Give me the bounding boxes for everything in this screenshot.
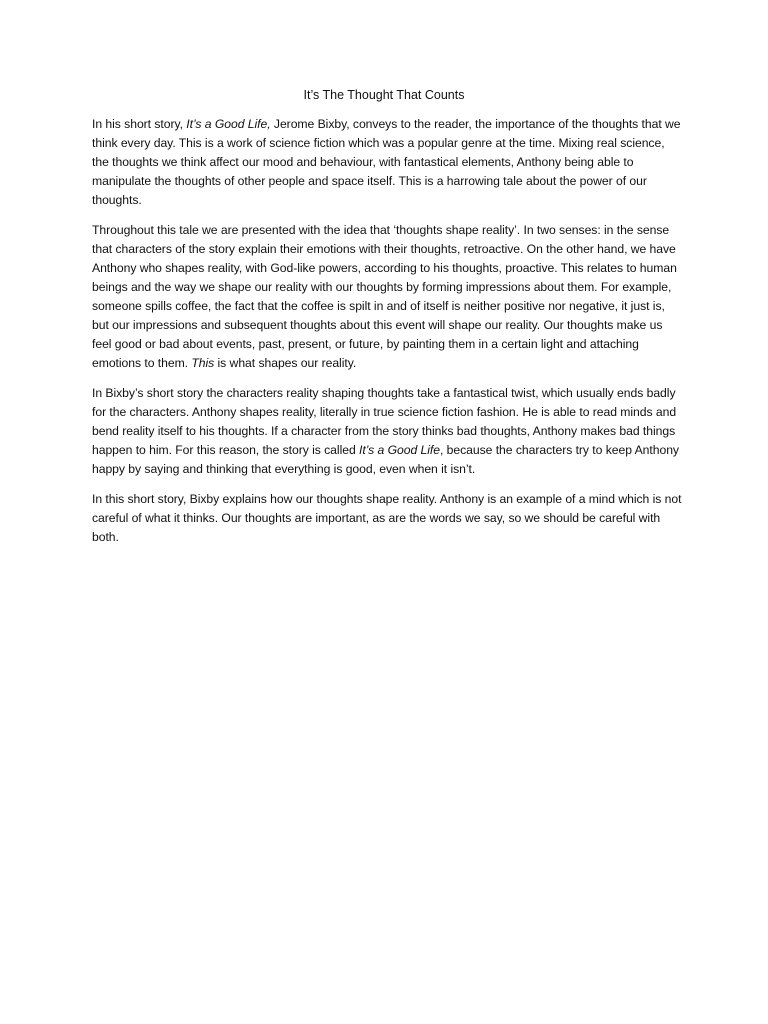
document-body [92, 115, 684, 558]
paragraph-2 [92, 221, 684, 373]
paragraph-2-italic-this: This [191, 356, 215, 370]
paragraph-4 [92, 490, 684, 547]
paragraph-2-text-2: is what shapes our reality. [214, 356, 357, 370]
paragraph-2-text-1: Throughout this tale we are presented with the idea that ‘thoughts shape reality’. In two senses: in the sense that characters of the story explain their emotions with their thoughts, retroactive. On the other hand, we have Anthony who shapes reality, with God-like powers, according to his thoughts, proactive. This relates to human beings and the way we shape our reality with our thoughts by forming impressions about them. For example, someone spills coffee, the fact that the coffee is spilt in and of itself is neither positive nor negative, it just is, but our impressions and subsequent thoughts about this event will shape our reality. Our thoughts make us feel good or bad about events, past, present, or future, by painting them in a certain light and attaching emotions to them. [92, 223, 677, 370]
paragraph-1-text-1: In his short story, [92, 117, 187, 131]
paragraph-3-text-1: In Bixby’s short story the characters reality shaping thoughts take a fantastical twist, which usually ends badly for the characters. Anthony shapes reality, literally in true science fiction fashion. He is able to read minds and bend reality itself to his thoughts. If a character from the story thinks bad thoughts, Anthony makes bad things happen to him. For this reason, the story is called [92, 386, 677, 457]
paragraph-1-text-2: Jerome Bixby, conveys to the reader, the importance of the thoughts that we think every day. This is a work of science fiction which was a popular genre at the time. Mixing real science, the thoughts we think affect our mood and behaviour, with fantastical elements, Anthony being able to manipulate the thoughts of other people and space itself. This is a harrowing tale about the power of our thoughts. [92, 117, 681, 207]
paragraph-3-text-2: , because the characters try to keep Anthony happy by saying and thinking that everything is good, even when it isn’t. [92, 443, 679, 476]
paragraph-4-text-1: In this short story, Bixby explains how our thoughts shape reality. Anthony is an example of a mind which is not careful of what it thinks. Our thoughts are important, as are the words we say, so we should be careful with both. [92, 492, 682, 544]
document-title: It’s The Thought That Counts [303, 88, 465, 102]
paragraph-3-italic-title: It’s a Good Life [359, 443, 440, 457]
paragraph-3 [92, 384, 684, 479]
paragraph-1-italic-title: It’s a Good Life, [186, 117, 271, 131]
paragraph-1 [92, 115, 684, 210]
